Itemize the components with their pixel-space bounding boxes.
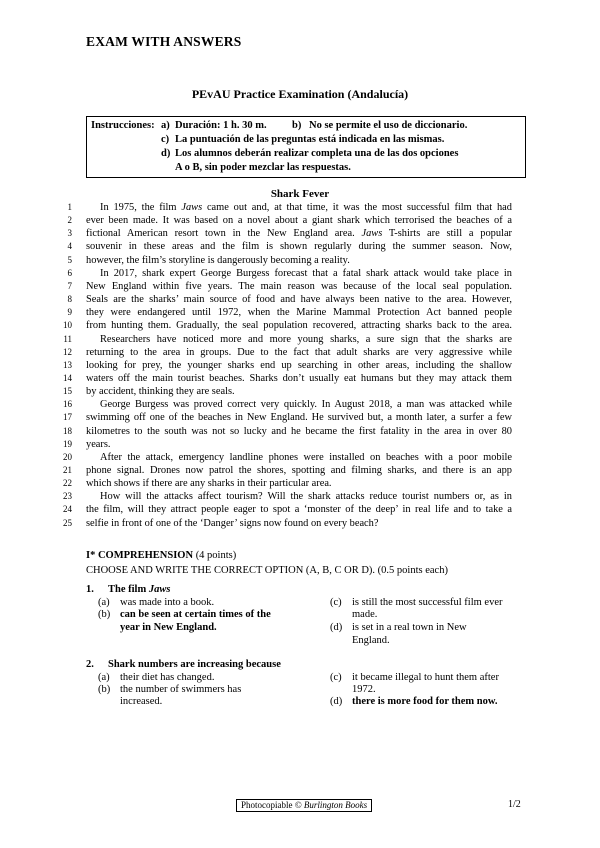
story-line	[86, 306, 512, 319]
question-2-stem-text: Shark numbers are increasing because	[108, 659, 281, 670]
story-line-text: kilometres to the south was not so lucky and he became the first fatality in the area in over 80	[86, 425, 512, 437]
line-number: 9	[67, 307, 72, 318]
line-number: 8	[67, 294, 72, 305]
story-title: Shark Fever	[270, 188, 330, 200]
question-1-stem-film: Jaws	[148, 584, 171, 595]
story-line-text: by accident, thinking they are seals.	[86, 386, 235, 398]
story-line	[86, 254, 512, 267]
story-line	[86, 227, 512, 240]
line-number: 12	[63, 346, 72, 357]
line-number: 4	[67, 241, 72, 252]
story-line	[86, 411, 512, 424]
story-line	[86, 438, 512, 451]
story-line-text: which shows if there are any sharks in their particular area.	[86, 478, 332, 490]
line-number: 13	[63, 359, 72, 370]
line-number: 16	[63, 399, 72, 410]
story-line-text: waters off the main tourist beaches. Sharks don’t usually eat humans but they may attack them	[86, 372, 512, 384]
story-line-text: Seals are the sharks’ main source of food and have always been native to the area. However,	[86, 294, 512, 306]
line-number: 21	[63, 465, 72, 475]
instruction-b: No se permite el uso de diccionario.	[309, 120, 468, 131]
document-header: EXAM WITH ANSWERS	[86, 34, 242, 49]
story-line-text: T-shirts are still a popular	[382, 228, 513, 240]
question-1-option-c	[330, 597, 502, 610]
story-line-text: In 1975, the film	[100, 202, 182, 213]
story-line-text: New England within five years. The main reason was because of the local seal population.	[86, 280, 512, 292]
question-1-option-b	[98, 609, 271, 622]
story-line-title: Jaws	[181, 202, 203, 213]
story-line-text: After the attack, emergency landline phones were installed on beaches with a poor mobile	[100, 451, 512, 463]
line-number: 15	[63, 386, 72, 397]
option-label: (c)	[330, 672, 342, 683]
option-label: (a)	[98, 672, 110, 683]
question-1-stem	[86, 584, 170, 597]
story-line	[100, 398, 512, 411]
badge-publisher: © Burlington Books	[292, 800, 368, 810]
option-text: was made into a book.	[120, 597, 215, 608]
instruction-d-line1: Los alumnos deberán realizar completa una de las dos opciones	[175, 148, 459, 159]
story-line-text: How will the attacks affect tourism? Will the shark attacks reduce tourist numbers or, as in	[100, 491, 512, 503]
instruction-c-prefix: c)	[161, 134, 170, 145]
question-1-stem-text: The film	[108, 584, 149, 595]
question-2-option-b-cont: increased.	[120, 696, 163, 707]
instruction-d-prefix: d)	[161, 148, 171, 159]
line-number: 7	[67, 280, 72, 291]
line-number: 24	[63, 504, 72, 515]
option-label: (b)	[98, 609, 111, 620]
story-line-text: ever been made. It was based on a novel about a giant shark which terrorised the beaches of a	[86, 215, 512, 227]
story-line-text: selfie in front of one of the ‘Danger’ signs now found on every beach?	[86, 517, 379, 529]
story-line	[86, 214, 512, 227]
option-label: (d)	[330, 622, 343, 633]
option-text: it became illegal to hunt them after	[352, 672, 499, 683]
section-heading-bold: I* COMPREHENSION	[86, 550, 194, 561]
story-line-text: phone signal. Drones now patrol the shores, spotting and filming sharks, and there is an app	[86, 465, 512, 476]
story-line	[86, 464, 512, 477]
line-number: 22	[63, 478, 72, 489]
option-text: is set in a real town in New	[352, 622, 467, 633]
instruction-c: La puntuación de las preguntas está indicada en las mismas.	[175, 134, 445, 145]
story-line	[86, 293, 512, 306]
instruction-b-prefix: b)	[292, 120, 302, 131]
option-label: (d)	[330, 696, 343, 707]
story-line	[86, 477, 512, 490]
story-line-text: years.	[86, 438, 111, 450]
story-line-text: George Burgess was proved correct very quickly. In August 2018, a man was attacked while	[100, 399, 512, 411]
story-line-text: came out and, at that time, it was the most successful film that had	[202, 202, 512, 213]
question-1-option-d-cont: England.	[352, 635, 390, 646]
section-instruction: CHOOSE AND WRITE THE CORRECT OPTION (A, B, C OR D). (0.5 points each)	[86, 565, 448, 576]
story-line-text: souvenir in these areas and the film is shown regularly during the summer season. Now,	[86, 241, 512, 253]
line-number: 25	[63, 517, 72, 528]
story-line	[100, 201, 512, 214]
story-line-text: returning to the area in groups. Due to the fact that adult sharks are very aggressive while	[86, 346, 512, 358]
section-heading-points: (4 points)	[193, 550, 237, 561]
story-line-text: looking for prey, the younger sharks end up searching in other areas, including the shallow	[86, 359, 512, 371]
line-number: 3	[67, 228, 72, 239]
line-number: 23	[63, 491, 72, 502]
story-line	[100, 451, 512, 464]
story-line-text: from hunting them. Gradually, the seal population recovered, attracting sharks back to the area.	[86, 320, 512, 332]
line-number: 1	[67, 202, 72, 212]
story-line-title: Jaws	[361, 228, 383, 240]
option-text-correct: can be seen at certain times of the	[120, 609, 271, 620]
story-line	[86, 240, 512, 253]
story-line-text: swimming off one of the beaches in New England. He survived but, a month later, a surfer a few	[86, 412, 512, 424]
question-2-option-c	[330, 672, 499, 685]
line-number: 20	[63, 451, 72, 462]
instruction-a-prefix: a)	[161, 120, 170, 131]
story-line	[100, 333, 512, 346]
story-line	[86, 280, 512, 293]
option-text: the number of swimmers has	[120, 684, 242, 695]
line-number: 2	[67, 215, 72, 226]
story-line	[100, 490, 512, 503]
story-line	[86, 319, 512, 332]
question-1-option-c-cont: made.	[352, 609, 378, 620]
story-line	[100, 267, 512, 280]
line-number: 17	[63, 412, 72, 423]
story-line	[86, 503, 512, 516]
option-text-correct: there is more food for them now.	[352, 696, 498, 707]
line-number: 14	[63, 372, 72, 383]
question-2-option-b	[98, 684, 241, 697]
story-line	[86, 425, 512, 438]
story-line	[86, 385, 512, 398]
instructions-label: Instrucciones:	[91, 120, 155, 131]
instruction-d-line2: A o B, sin poder mezclar las respuestas.	[175, 162, 351, 173]
story-line	[86, 359, 512, 372]
instructions-box	[86, 116, 526, 178]
story-line-text: the film, will they attract people eager to spot a ‘monster of the deep’ in real life and to take a	[86, 504, 512, 516]
question-1-option-a	[98, 597, 214, 610]
option-label: (c)	[330, 597, 342, 608]
line-number: 5	[67, 254, 72, 265]
instruction-a: Duración: 1 h. 30 m.	[175, 120, 267, 131]
line-number: 6	[67, 267, 72, 278]
line-number: 18	[63, 425, 72, 436]
line-number: 11	[63, 333, 72, 344]
story-line-text: In 2017, shark expert George Burgess forecast that a fatal shark attack would take place in	[100, 267, 512, 279]
badge-label: Photocopiable	[241, 800, 293, 810]
story-line	[86, 517, 512, 530]
story-line-text: however, the film’s storyline is dangerously becoming a reality.	[86, 254, 350, 266]
question-2-option-d	[330, 696, 498, 709]
option-label: (a)	[98, 597, 110, 608]
story-line-text: they were endangered until 1972, when the Marine Mammal Protection Act banned people	[86, 307, 512, 319]
story-line-text: Researchers have noticed more and more young sharks, a sure sign that the sharks are	[100, 333, 512, 345]
story-line	[86, 372, 512, 385]
question-2-option-c-cont: 1972.	[352, 684, 376, 695]
option-text: their diet has changed.	[120, 672, 215, 683]
section-heading	[86, 550, 236, 561]
question-1-number: 1.	[86, 584, 94, 595]
option-text: is still the most successful film ever	[352, 597, 503, 608]
page-number: 1/2	[508, 799, 521, 810]
question-2-option-a	[98, 672, 214, 685]
question-1-option-d	[330, 622, 467, 635]
question-2-stem	[86, 659, 281, 672]
line-number: 19	[63, 438, 72, 449]
photocopiable-badge	[236, 799, 372, 812]
line-number: 10	[63, 320, 72, 331]
story-line	[86, 346, 512, 359]
story-line-text: fictional American resort town in the New England area.	[86, 228, 362, 240]
question-1-option-b-cont: year in New England.	[120, 622, 217, 633]
exam-title: PEvAU Practice Examination (Andalucía)	[191, 87, 409, 101]
option-label: (b)	[98, 684, 111, 695]
question-2-number: 2.	[86, 659, 94, 670]
